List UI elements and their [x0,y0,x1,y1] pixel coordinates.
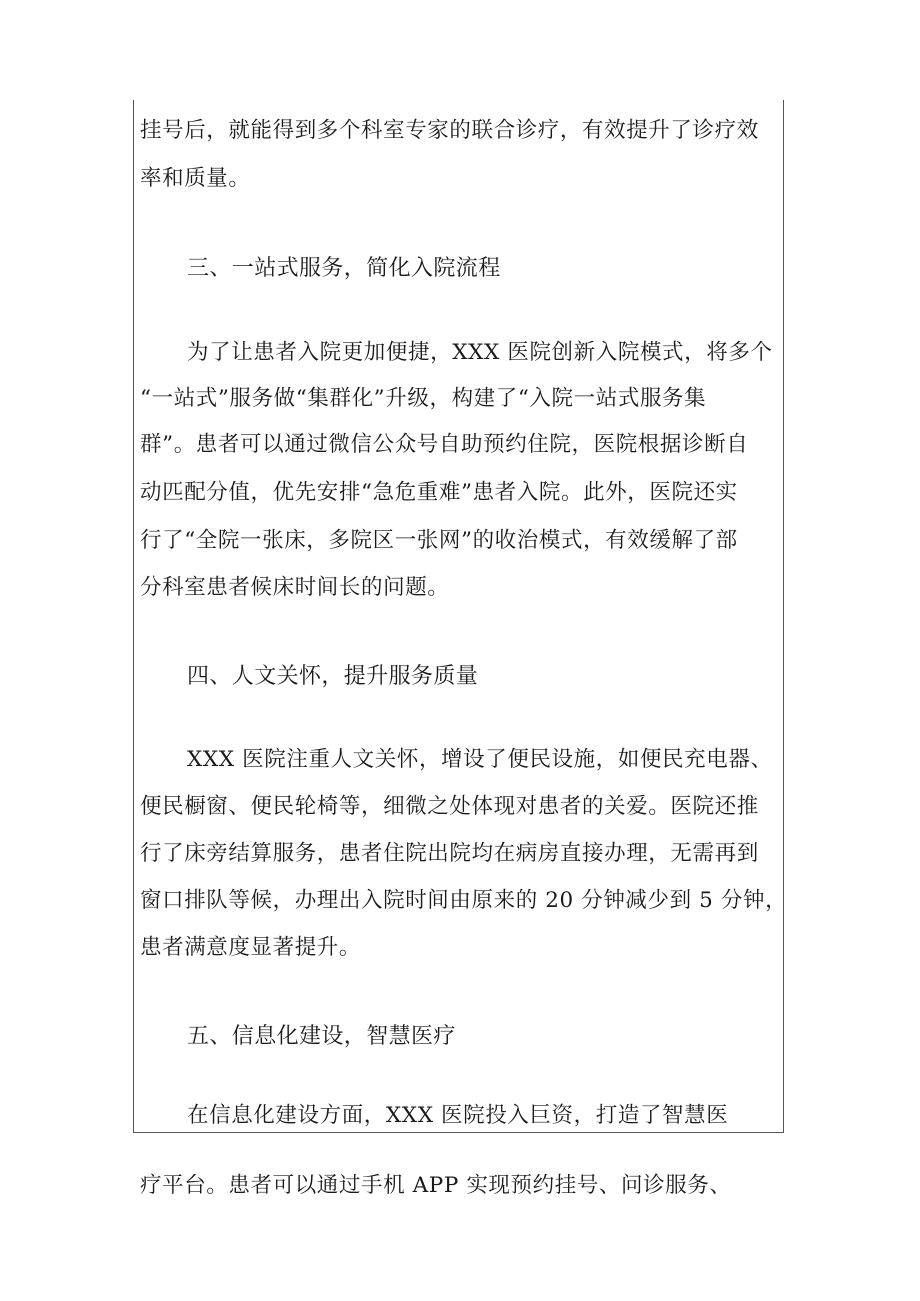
body-line: “一站式”服务做“集群化”升级，构建了“入院一站式服务集 [140,386,707,411]
body-line-outside-frame: 疗平台。患者可以通过手机 APP 实现预约挂号、问诊服务、 [140,1173,732,1198]
body-line: 挂号后，就能得到多个科室专家的联合诊疗，有效提升了诊疗效 [140,118,759,143]
body-line: 分科室患者候床时间长的问题。 [140,575,450,600]
body-line: 窗口排队等候，办理出入院时间由原来的 20 分钟减少到 5 分钟， [140,888,788,913]
body-line: 行了床旁结算服务，患者住院出院均在病房直接办理，无需再到 [140,841,759,866]
section-heading-5: 五、信息化建设，智慧医疗 [187,1024,456,1049]
body-line: 行了“全院一张床，多院区一张网”的收治模式，有效缓解了部 [140,528,738,553]
section-heading-3: 三、一站式服务，简化入院流程 [187,256,501,281]
body-line: 率和质量。 [140,166,251,191]
body-line: 群”。患者可以通过微信公众号自助预约住院，医院根据诊断自 [140,432,749,457]
body-line: XXX 医院注重人文关怀，增设了便民设施，如便民充电器、 [187,747,773,772]
section-heading-4: 四、人文关怀，提升服务质量 [187,664,479,689]
body-line: 便民橱窗、便民轮椅等，细微之处体现对患者的关爱。医院还推 [140,794,759,819]
body-line: 在信息化建设方面，XXX 医院投入巨资，打造了智慧医 [187,1103,729,1128]
body-line: 患者满意度显著提升。 [140,935,362,960]
body-line: 动匹配分值，优先安排“急危重难”患者入院。此外，医院还实 [140,480,738,505]
body-line: 为了让患者入院更加便捷，XXX 医院创新入院模式，将多个 [187,340,773,365]
